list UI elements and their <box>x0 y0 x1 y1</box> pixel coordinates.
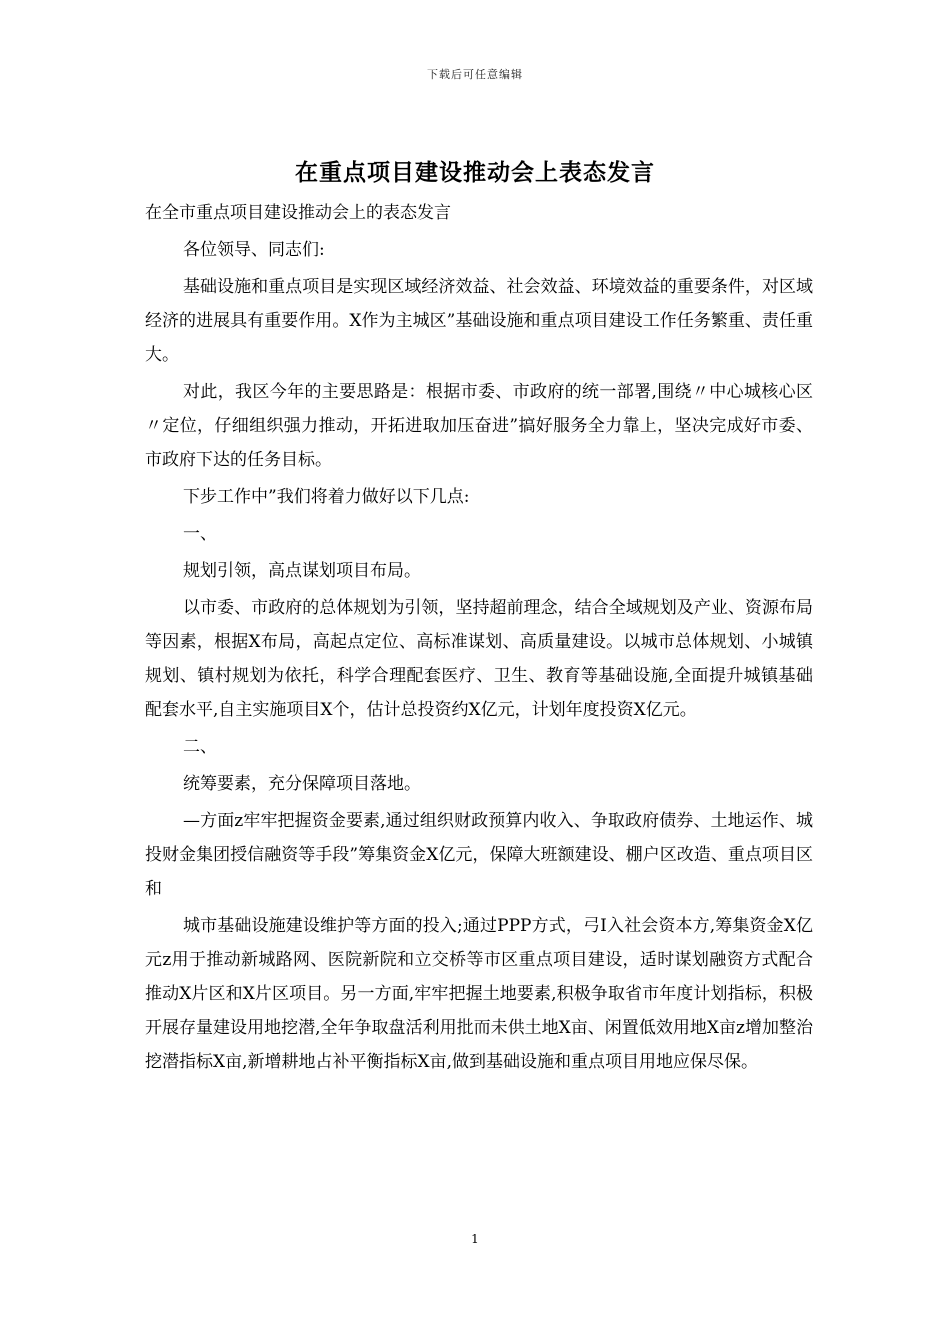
subtitle-paragraph: 在全市重点项目建设推动会上的表态发言 <box>145 203 451 223</box>
section-heading: 规划引领，高点谋划项目布局。 <box>183 561 421 581</box>
section-heading: 统筹要素，充分保障项目落地。 <box>183 774 421 794</box>
body-paragraph: —方面z牢牢把握资金要素,通过组织财政预算内收入、争取政府债券、土地运作、城投财金集团授信融资等手段”筹集资金X亿元，保障大班额建设、棚户区改造、重点项目区和 <box>145 811 813 899</box>
document-body <box>145 196 813 1082</box>
body-paragraph: 基础设施和重点项目是实现区域经济效益、社会效益、环境效益的重要条件，对区域经济的进展具有重要作用。X作为主城区”基础设施和重点项目建设工作任务繁重、责任重大。 <box>145 277 813 365</box>
page-number: 1 <box>471 1232 479 1246</box>
section-number: 一、 <box>183 524 217 544</box>
document-title: 在重点项目建设推动会上表态发言 <box>295 159 655 186</box>
page-header: 下载后可任意编辑 <box>427 68 523 81</box>
body-paragraph: 以市委、市政府的总体规划为引领，坚持超前理念，结合全域规划及产业、资源布局等因素，根据X布局，高起点定位、高标准谋划、高质量建设。以城市总体规划、小城镇规划、镇村规划为依托，科学合理配套医疗、卫生、教育等基础设施,全面提升城镇基础配套水平,自主实施项目X个，估计总投资约X亿元，计划年度投资X亿元。 <box>145 598 813 720</box>
body-paragraph: 城市基础设施建设维护等方面的投入;通过PPP方式，弓I入社会资本方,筹集资金X亿元z用于推动新城路网、医院新院和立交桥等市区重点项目建设，适时谋划融资方式配合推动X片区和X片区项目。另一方面,牢牢把握土地要素,积极争取省市年度计划指标，积极开展存量建设用地挖潜,全年争取盘活利用批而未供土地X亩、闲置低效用地X亩z增加整治挖潜指标X亩,新增耕地占补平衡指标X亩,做到基础设施和重点项目用地应保尽保。 <box>145 916 813 1072</box>
body-paragraph: 对此，我区今年的主要思路是：根据市委、市政府的统一部署,围绕〃中心城核心区〃定位，仔细组织强力推动，开拓进取加压奋进”搞好服务全力靠上，坚决完成好市委、市政府下达的任务目标。 <box>145 382 813 470</box>
body-paragraph: 下步工作中”我们将着力做好以下几点: <box>183 487 470 507</box>
salutation-paragraph: 各位领导、同志们: <box>183 240 325 260</box>
section-number: 二、 <box>183 737 217 757</box>
